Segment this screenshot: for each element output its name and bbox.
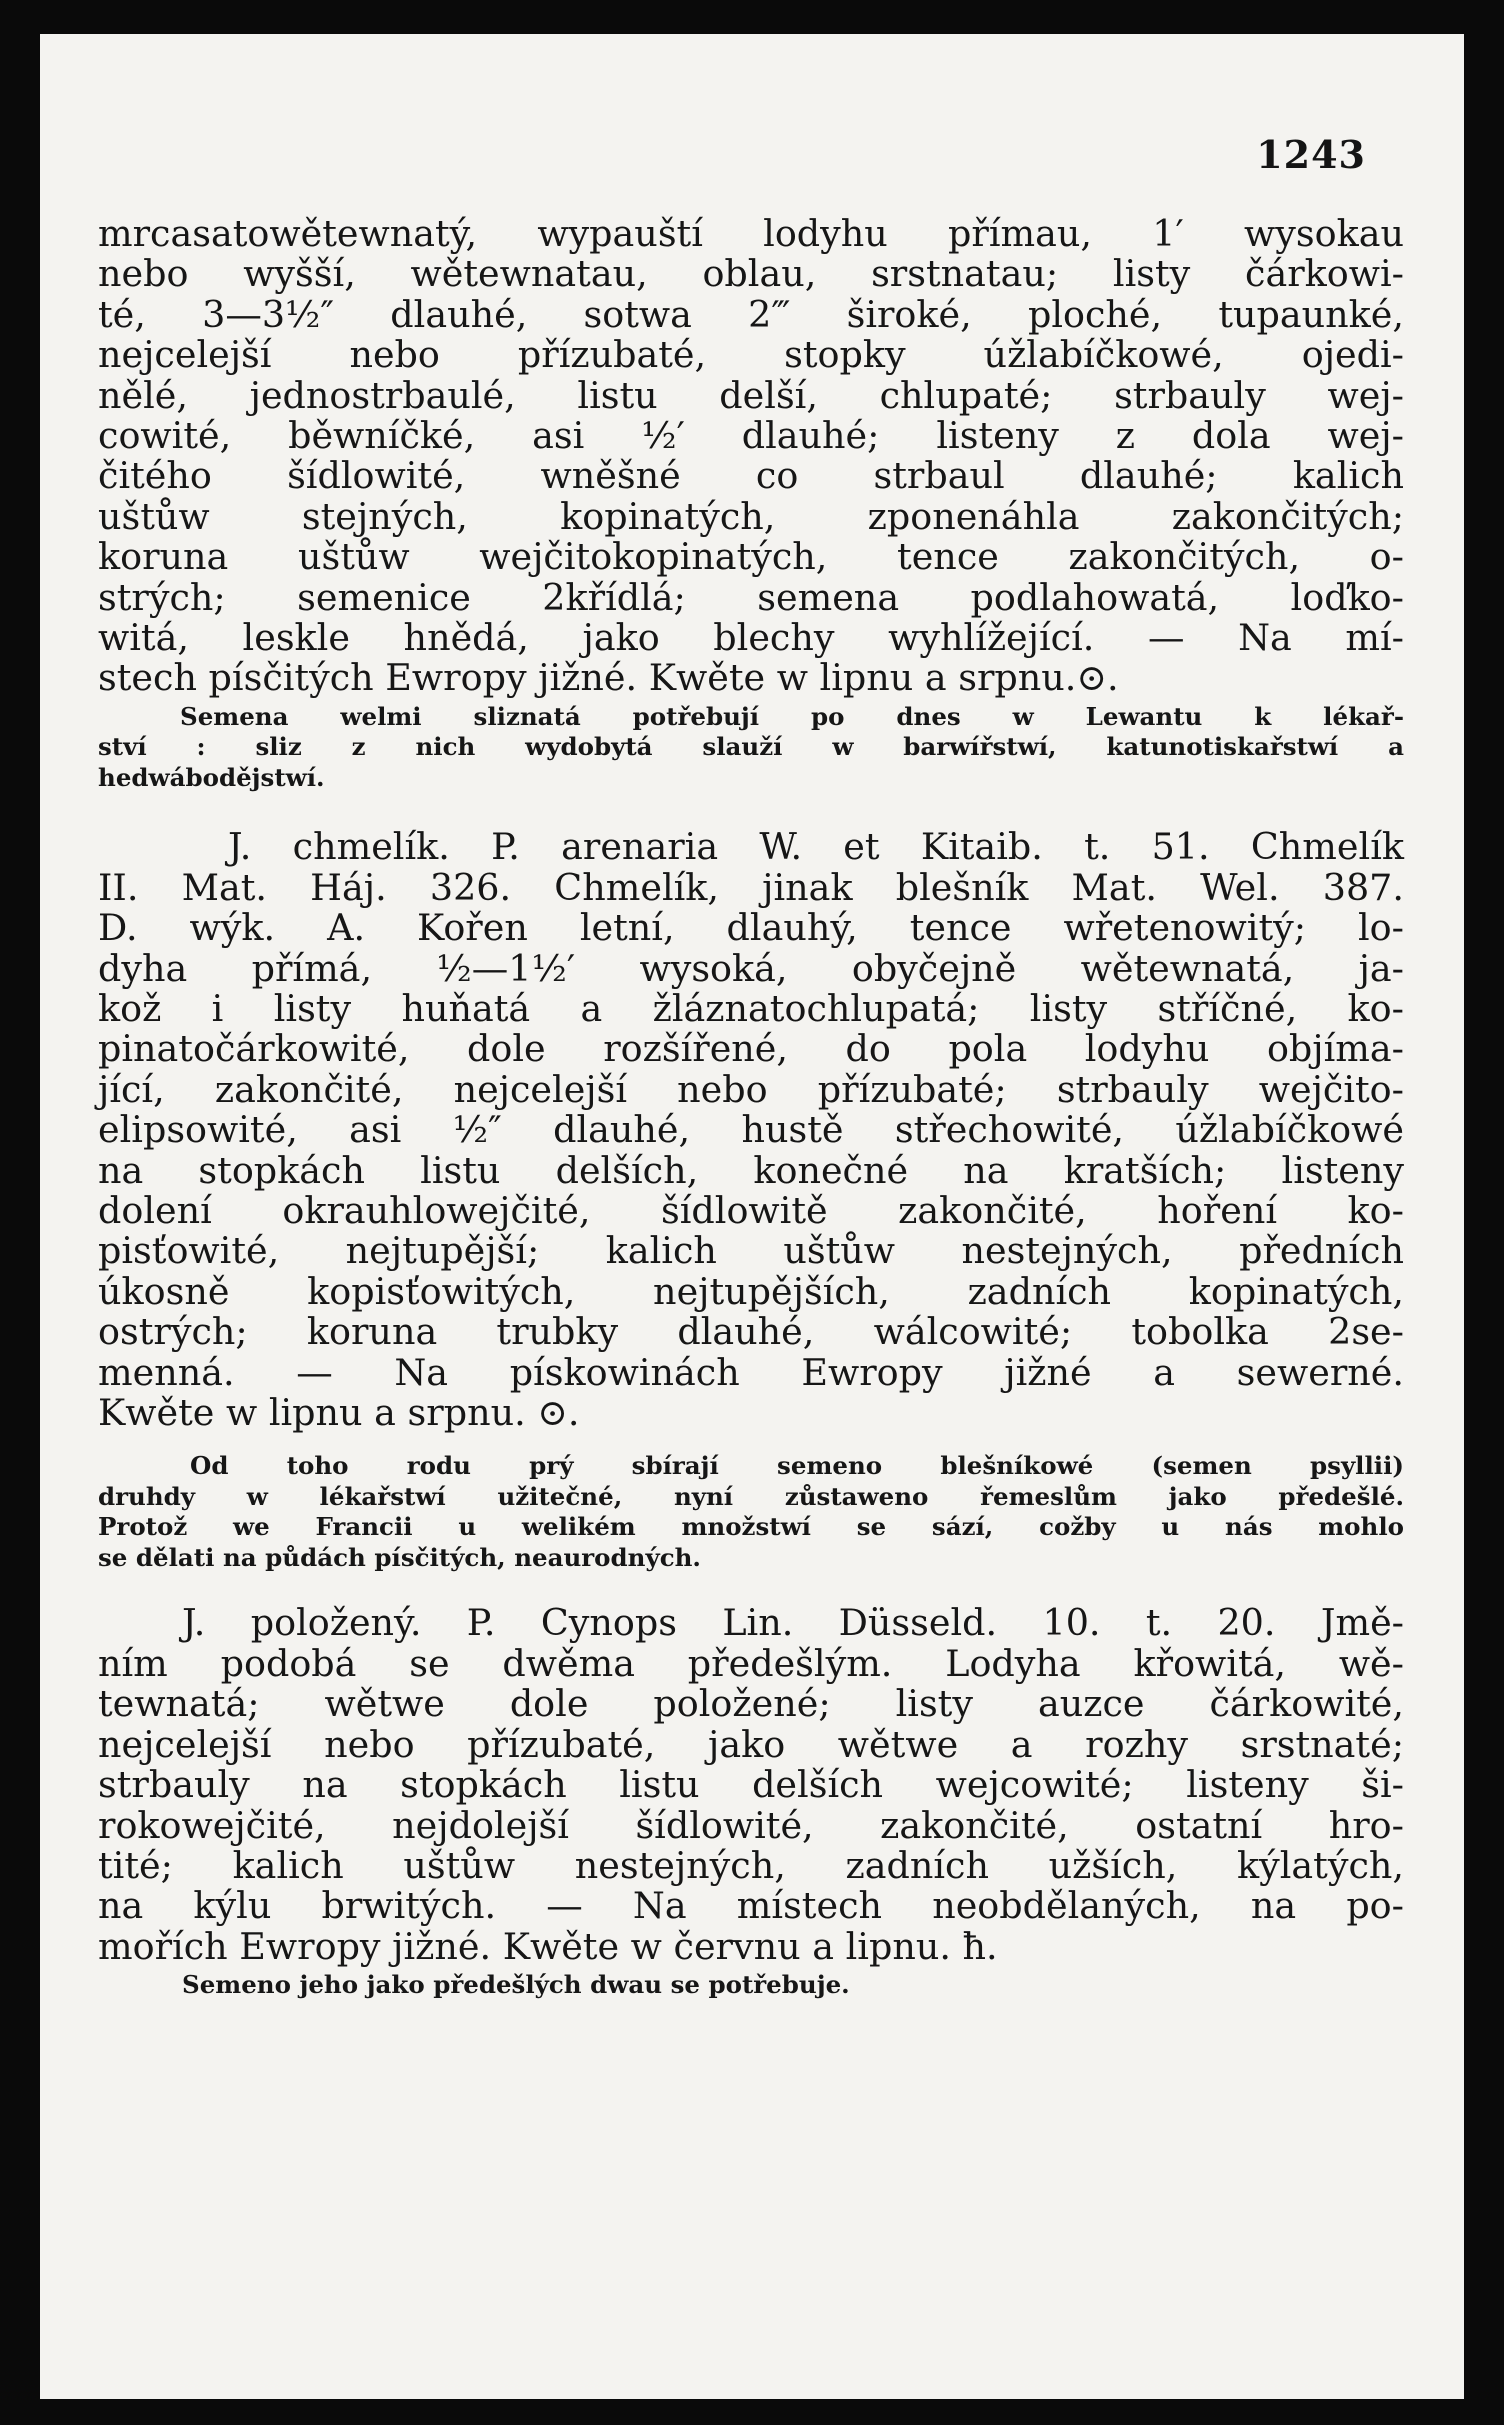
text-line: cowité, běwníčké, asi ½′ dlauhé; listeny z dola wej-: [98, 414, 1404, 458]
text-line: nebo wyšší, wětewnatau, oblau, srstnatau; listy čárkowi-: [98, 252, 1404, 296]
text-line: Kwěte w lipnu a srpnu. ⊙.: [98, 1391, 580, 1435]
text-line: dyha přímá, ½—1½′ wysoká, obyčejně wětewnatá, ja-: [98, 946, 1404, 990]
note-blesnik: [98, 1451, 1404, 1573]
text-line: strých; semenice 2křídlá; semena podlahowatá, loďko-: [98, 575, 1404, 619]
text-line: rokowejčité, nejdolejší šídlowité, zakončité, ostatní hro-: [98, 1803, 1404, 1847]
text-line: té, 3—3½″ dlauhé, sotwa 2‴ široké, ploché, tupaunké,: [98, 292, 1404, 336]
paragraph-polozeny: [98, 1603, 1404, 1967]
text-line: nejcelejší nebo přízubaté, jako wětwe a rozhy srstnaté;: [98, 1722, 1404, 1766]
text-line: na kýlu brwitých. — Na místech neobdělaných, na po-: [98, 1884, 1404, 1928]
text-line: J. položený. P. Cynops Lin. Düsseld. 10. t. 20. Jmě-: [182, 1601, 1404, 1645]
text-line: mrcasatowětewnatý, wypauští lodyhu přímau, 1′ wysokau: [98, 212, 1404, 255]
text-line: stech písčitých Ewropy jižné. Kwěte w lipnu a srpnu.⊙.: [98, 656, 1119, 700]
text-line: II. Mat. Háj. 326. Chmelík, jinak blešník Mat. Wel. 387.: [98, 865, 1404, 909]
text-line: mořích Ewropy jižné. Kwěte w červnu a lipnu. ħ.: [98, 1924, 998, 1968]
text-line: J. chmelík. P. arenaria W. et Kitaib. t. 51. Chmelík: [228, 825, 1404, 869]
note-line: Semeno jeho jako předešlých dwau se potřebuje.: [182, 1970, 850, 2000]
text-line: na stopkách listu delších, konečné na kratších; listeny: [98, 1148, 1404, 1192]
text-line: strbauly na stopkách listu delších wejcowité; listeny ši-: [98, 1763, 1404, 1807]
text-line: úkosně kopisťowitých, nejtupějších, zadních kopinatých,: [98, 1269, 1404, 1313]
text-line: elipsowité, asi ½″ dlauhé, hustě střechowité, úžlabíčkowé: [98, 1108, 1404, 1152]
note-line: Od toho rodu prý sbírají semeno blešníkowé (semen psyllii): [190, 1451, 1404, 1481]
text-line: menná. — Na pískowinách Ewropy jižné a sewerné.: [98, 1350, 1404, 1394]
note-line: druhdy w lékařstwí užitečné, nyní zůstaweno řemeslům jako předešlé.: [98, 1481, 1404, 1511]
note-line: se dělati na půdách písčitých, neaurodných.: [98, 1542, 701, 1572]
note-line: Protož we Francii u welikém množstwí se sází, cožby u nás mohlo: [98, 1512, 1404, 1542]
text-line: pisťowité, nejtupější; kalich uštůw nestejných, předních: [98, 1229, 1404, 1273]
note-line: ství : sliz z nich wydobytá slauží w barwířstwí, katunotiskařstwí a: [98, 732, 1404, 762]
text-line: ním podobá se dwěma předešlým. Lodyha křowitá, wě-: [98, 1641, 1404, 1685]
text-line: nělé, jednostrbaulé, listu delší, chlupaté; strbauly wej-: [98, 373, 1404, 417]
note-semeno: [98, 1970, 1404, 2001]
text-line: ostrých; koruna trubky dlauhé, wálcowité; tobolka 2se-: [98, 1310, 1404, 1354]
page-number: 1243: [1256, 132, 1366, 177]
note-line: Semena welmi sliznatá potřebují po dnes w Lewantu k lékař-: [180, 701, 1404, 731]
text-line: tewnatá; wětwe dole položené; listy auzce čárkowité,: [98, 1682, 1404, 1726]
text-line: koruna uštůw wejčitokopinatých, tence zakončitých, o-: [98, 535, 1404, 579]
text-line: pinatočárkowité, dole rozšířené, do pola lodyhu objíma-: [98, 1027, 1404, 1071]
text-line: dolení okrauhlowejčité, šídlowitě zakončité, hoření ko-: [98, 1189, 1404, 1233]
text-line: tité; kalich uštůw nestejných, zadních užších, kýlatých,: [98, 1843, 1404, 1887]
note-semena: [98, 702, 1404, 794]
paragraph-description: [98, 214, 1404, 699]
book-page: [40, 34, 1464, 2399]
note-line: hedwábodějstwí.: [98, 762, 325, 792]
paragraph-chmelik: [98, 827, 1404, 1433]
text-line: kož i listy huňatá a žláznatochlupatá; listy stříčné, ko-: [98, 987, 1404, 1030]
text-line: uštůw stejných, kopinatých, zponenáhla zakončitých;: [98, 494, 1404, 538]
page-text: [98, 214, 1404, 2001]
text-line: jící, zakončité, nejcelejší nebo přízubaté; strbauly wejčito-: [98, 1067, 1404, 1111]
text-line: čitého šídlowité, wněšné co strbaul dlauhé; kalich: [98, 454, 1404, 498]
text-line: nejcelejší nebo přízubaté, stopky úžlabíčkowé, ojedi-: [98, 333, 1404, 377]
text-line: witá, leskle hnědá, jako blechy wyhlížející. — Na mí-: [98, 616, 1404, 660]
text-line: D. wýk. A. Kořen letní, dlauhý, tence wřetenowitý; lo-: [98, 906, 1404, 950]
